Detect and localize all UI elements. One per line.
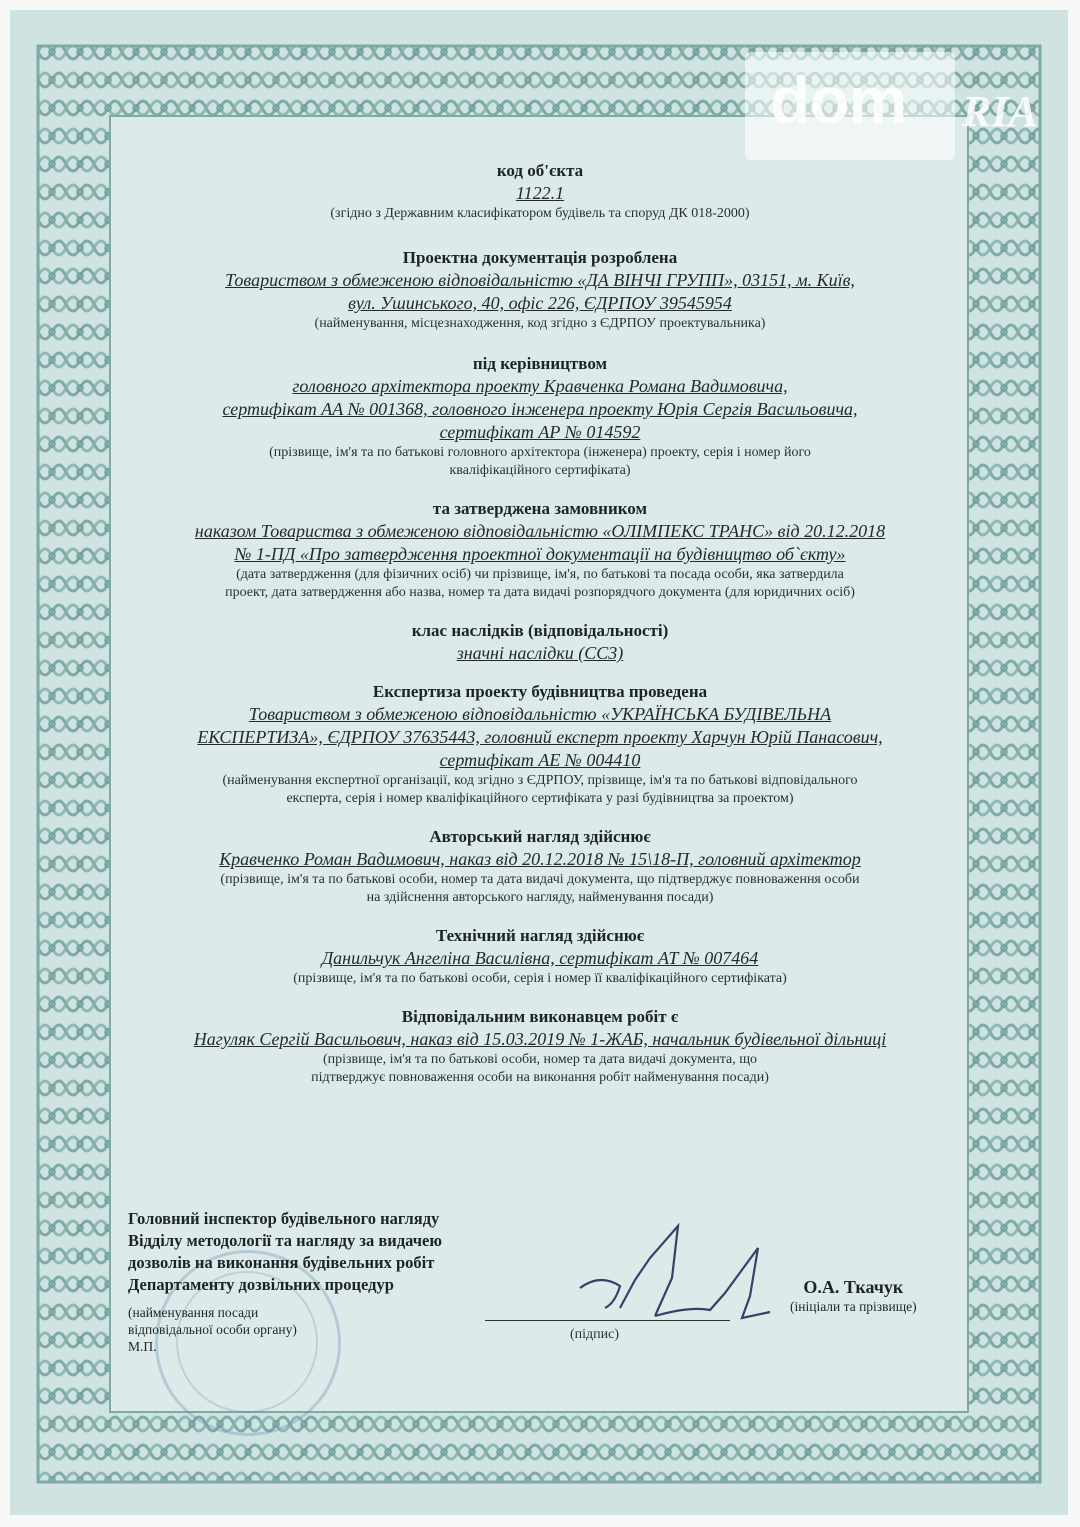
design-line2: вул. Ушинського, 40, офіс 226, ЄДРПОУ 39545954 bbox=[348, 293, 732, 313]
tech-supervision-label: Технічний нагляд здійснює bbox=[435, 926, 645, 945]
author-supervision-note2: на здійснення авторського нагляду, найменування посади) bbox=[366, 890, 714, 905]
design-section bbox=[112, 247, 968, 333]
consequence-label: клас наслідків (відповідальності) bbox=[411, 621, 669, 640]
tech-supervision-line1: Данильчук Ангеліна Василівна, сертифікат АТ № 007464 bbox=[321, 948, 759, 968]
approval-line1: наказом Товариства з обмеженою відповідальністю «ОЛІМПЕКС ТРАНС» від 20.12.2018 bbox=[194, 521, 886, 541]
executor-line1: Нагуляк Сергій Васильович, наказ від 15.03.2019 № 1-ЖАБ, начальник будівельної дільниці bbox=[193, 1029, 887, 1049]
expertise-label: Експертиза проекту будівництва проведена bbox=[372, 682, 708, 701]
leadership-note1: (прізвище, ім'я та по батькові головного архітектора (інженера) проекту, серія і номер його bbox=[269, 445, 811, 460]
approval-note2: проект, дата затвердження або назва, номер та дата видачі розпорядчого документа (для юридичних осіб) bbox=[225, 585, 855, 600]
certificate-content bbox=[112, 160, 968, 1087]
expertise-line2: ЕКСПЕРТИЗА», ЄДРПОУ 37635443, головний експерт проекту Харчун Юрій Панасович, bbox=[197, 727, 883, 747]
expertise-note2: експерта, серія і номер кваліфікаційного сертифіката у разі будівництва за проектом) bbox=[286, 791, 794, 806]
executor-note1: (прізвище, ім'я та по батькові особи, номер та дата видачі документа, що bbox=[322, 1052, 758, 1067]
tech-supervision-section bbox=[112, 925, 968, 988]
inspector-title-line4: Департаменту дозвільних процедур bbox=[128, 1275, 394, 1294]
leadership-note2: кваліфікаційного сертифіката) bbox=[449, 463, 631, 478]
inspector-note2: відповідальної особи органу) bbox=[128, 1322, 297, 1337]
author-supervision-label: Авторський нагляд здійснює bbox=[429, 827, 651, 846]
design-note: (найменування, місцезнаходження, код згідно з ЄДРПОУ проектувальника) bbox=[314, 316, 766, 331]
expertise-line1: Товариством з обмеженою відповідальністю «УКРАЇНСЬКА БУДІВЕЛЬНА bbox=[248, 704, 832, 724]
object-code-note: (згідно з Державним класифікатором будівель та споруд ДК 018-2000) bbox=[330, 206, 750, 221]
inspector-title-line2: Відділу методології та нагляду за видачею bbox=[128, 1231, 442, 1250]
leadership-section bbox=[112, 353, 968, 480]
consequence-value: значні наслідки (СС3) bbox=[456, 643, 624, 663]
approval-line2: № 1-ПД «Про затвердження проектної документації на будівництво об`єкту» bbox=[234, 544, 846, 564]
executor-note2: підтверджує повноваження особи на виконання робіт найменування посади) bbox=[311, 1070, 769, 1085]
object-code-value: 1122.1 bbox=[515, 183, 565, 203]
handwritten-signature bbox=[560, 1218, 780, 1328]
expertise-note1: (найменування експертної організації, код згідно з ЄДРПОУ, прізвище, ім'я та по батькові відповідального bbox=[222, 773, 858, 788]
executor-section bbox=[112, 1006, 968, 1087]
consequence-section bbox=[112, 620, 968, 665]
signature-line bbox=[485, 1320, 730, 1321]
author-supervision-line1: Кравченко Роман Вадимович, наказ від 20.12.2018 № 15\18-П, головний архітектор bbox=[219, 849, 861, 869]
inspector-note1: (найменування посади bbox=[128, 1305, 259, 1320]
author-supervision-note1: (прізвище, ім'я та по батькові особи, номер та дата видачі документа, що підтверджує повноваження особи bbox=[220, 872, 860, 887]
design-label: Проектна документація розроблена bbox=[402, 248, 678, 267]
approval-note1: (дата затвердження (для фізичних осіб) чи прізвище, ім'я, по батькові та посада особи, яка затвердила bbox=[236, 567, 844, 582]
ria-watermark-text: RIA bbox=[962, 87, 1038, 136]
expertise-line3: сертифікат АЕ № 004410 bbox=[439, 750, 641, 770]
tech-supervision-note1: (прізвище, ім'я та по батькові особи, серія і номер її кваліфікаційного сертифіката) bbox=[293, 971, 787, 986]
object-code-label: код об'єкта bbox=[496, 161, 584, 180]
inspector-title-line3: дозволів на виконання будівельних робіт bbox=[128, 1253, 435, 1272]
leadership-label: під керівництвом bbox=[472, 354, 608, 373]
design-line1: Товариством з обмеженою відповідальністю «ДА ВІНЧІ ГРУПП», 03151, м. Київ, bbox=[225, 270, 855, 290]
approval-section bbox=[112, 498, 968, 602]
inspector-title-line1: Головний інспектор будівельного нагляду bbox=[128, 1209, 440, 1228]
signature-label: (підпис) bbox=[570, 1327, 620, 1342]
dom-watermark-text: dom bbox=[770, 63, 907, 137]
stamp-place-label: М.П. bbox=[128, 1339, 157, 1354]
object-code-section bbox=[112, 160, 968, 223]
signer-name: О.А. Ткачук bbox=[803, 1277, 904, 1297]
author-supervision-section bbox=[112, 826, 968, 907]
signer-name-block bbox=[790, 1276, 917, 1315]
expertise-section bbox=[112, 681, 968, 808]
signer-name-note: (ініціали та прізвище) bbox=[790, 1299, 917, 1314]
leadership-line2: сертифікат АА № 001368, головного інженера проекту Юрія Сергія Васильовича, bbox=[222, 399, 858, 419]
leadership-line3: сертифікат АР № 014592 bbox=[439, 422, 641, 442]
leadership-line1: головного архітектора проекту Кравченка Романа Вадимовича, bbox=[292, 376, 788, 396]
executor-label: Відповідальним виконавцем робіт є bbox=[401, 1007, 679, 1026]
approval-label: та затверджена замовником bbox=[432, 499, 648, 518]
